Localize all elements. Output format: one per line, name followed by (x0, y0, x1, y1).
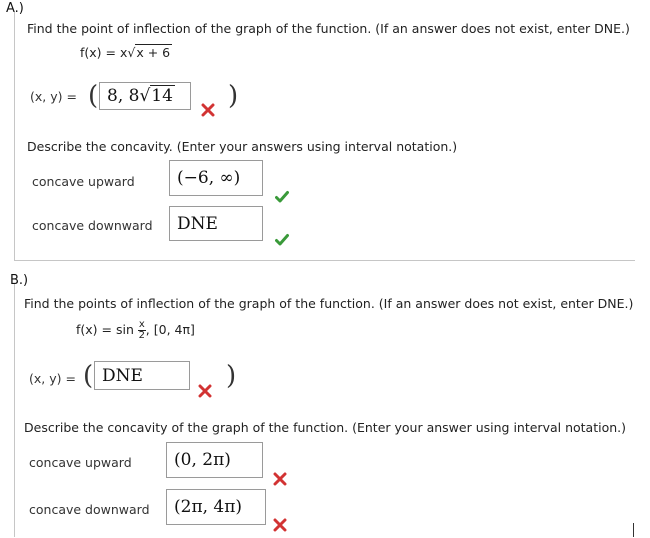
function-lhs: f(x) = x (80, 45, 128, 60)
part-a-concave-down-field[interactable] (169, 206, 263, 241)
part-b-point-answer-field[interactable] (94, 361, 190, 390)
concave-up-answer: (0, 2π) (174, 450, 231, 470)
part-b-concave-up-label: concave upward (29, 455, 132, 470)
sqrt-symbol: √x + 6 (127, 45, 171, 60)
part-a-concave-down-label: concave downward (32, 218, 153, 233)
open-paren: ( (83, 361, 94, 391)
part-a-label: A.) (6, 1, 24, 16)
point-answer-value: DNE (102, 365, 143, 386)
part-b-label: B.) (10, 273, 29, 288)
part-a-concave-up-field[interactable] (169, 160, 263, 196)
part-b-concave-down-label: concave downward (29, 502, 150, 517)
correct-check-icon (275, 190, 289, 204)
part-b-concave-up-field[interactable] (166, 442, 263, 478)
part-b-concave-down-field[interactable] (166, 489, 266, 525)
part-b-point-label: (x, y) = (29, 371, 76, 386)
part-a-function (80, 45, 172, 60)
concave-up-answer: (−6, ∞) (177, 168, 241, 188)
fraction: $\frac{x}{2}$ (138, 319, 146, 341)
close-paren: ) (226, 361, 237, 391)
correct-check-icon (275, 233, 289, 247)
part-a-point-answer-field[interactable] (99, 82, 191, 110)
part-a-concavity-instruction: Describe the concavity. (Enter your answers using interval notation.) (27, 139, 458, 154)
part-b-function (76, 320, 195, 341)
part-a-concave-up-label: concave upward (32, 174, 135, 189)
part-a-instruction: Find the point of inflection of the graph of the function. (If an answer does not exist, enter DNE.) (27, 21, 630, 36)
text-cursor (633, 523, 634, 537)
incorrect-x-icon (273, 518, 287, 532)
open-paren: ( (88, 81, 99, 111)
function-lhs: f(x) = sin (76, 322, 134, 337)
point-answer-value: 8, 8√14 (107, 86, 173, 106)
part-a-point-label: (x, y) = (30, 89, 77, 104)
incorrect-x-icon (201, 103, 215, 117)
function-interval: , [0, 4π] (145, 322, 195, 337)
concave-down-answer: DNE (177, 213, 218, 234)
part-b-instruction: Find the points of inflection of the graph of the function. (If an answer does not exist, enter DNE.) (24, 296, 634, 311)
close-paren: ) (228, 81, 239, 111)
sqrt-argument: x + 6 (136, 45, 171, 60)
incorrect-x-icon (273, 472, 287, 486)
concave-down-answer: (2π, 4π) (174, 497, 243, 517)
part-b-concavity-instruction: Describe the concavity of the graph of the function. (Enter your answer using interval notation.) (24, 420, 627, 435)
incorrect-x-icon (198, 384, 212, 398)
